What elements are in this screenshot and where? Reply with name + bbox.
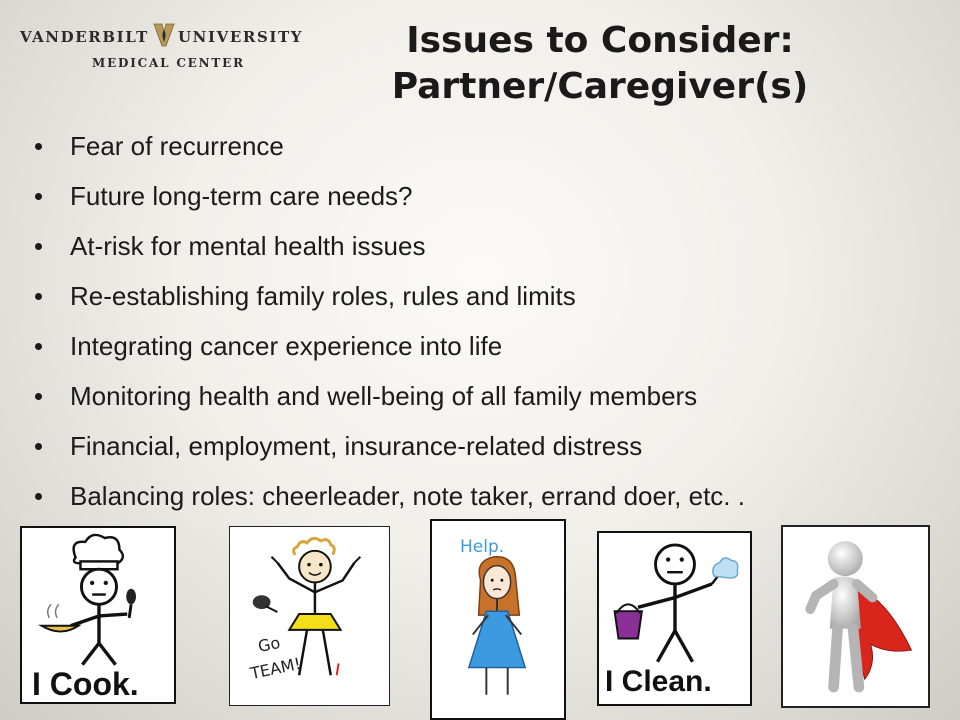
- bullet-dot-icon: [35, 443, 42, 450]
- help-caption: Help.: [460, 537, 505, 557]
- superhero-image: [781, 525, 930, 708]
- bullet-item: Re-establishing family roles, rules and limits: [30, 278, 745, 328]
- bullet-item: Fear of recurrence: [30, 128, 745, 178]
- title-line1: Issues to Consider:: [406, 20, 794, 61]
- slide-title: [360, 18, 840, 110]
- bullet-dot-icon: [35, 143, 42, 150]
- clean-image: [597, 531, 752, 706]
- bullet-item: Financial, employment, insurance-related distress: [30, 428, 745, 478]
- title-line2: Partner/Caregiver(s): [391, 66, 809, 107]
- bullet-item: Monitoring health and well-being of all family members: [30, 378, 745, 428]
- cook-caption: I Cook.: [32, 666, 139, 702]
- cook-image: [20, 526, 176, 704]
- bullet-item: Integrating cancer experience into life: [30, 328, 745, 378]
- bullet-dot-icon: [35, 393, 42, 400]
- vanderbilt-logo: [20, 22, 304, 77]
- bullet-dot-icon: [35, 243, 42, 250]
- bullet-item: At-risk for mental health issues: [30, 228, 745, 278]
- help-image: [430, 519, 566, 720]
- bullet-dot-icon: [35, 293, 42, 300]
- cheer-caption-go: Go: [256, 632, 282, 657]
- cheer-caption-team: TEAM!: [248, 653, 303, 684]
- cheerleader-image: [229, 526, 390, 706]
- logo-name-part1: VANDERBILT: [20, 28, 149, 46]
- bullet-list: [30, 128, 745, 528]
- logo-subline: MEDICAL CENTER: [92, 56, 245, 70]
- bullet-dot-icon: [35, 343, 42, 350]
- clean-caption: I Clean.: [605, 665, 712, 698]
- bullet-item: Balancing roles: cheerleader, note taker, errand doer, etc. .: [30, 478, 745, 528]
- oak-leaf-v-icon: [152, 22, 176, 48]
- bullet-item: Future long-term care needs?: [30, 178, 745, 228]
- superhero-figure-icon: [783, 527, 928, 706]
- logo-name-part2: UNIVERSITY: [178, 28, 304, 46]
- bullet-dot-icon: [35, 193, 42, 200]
- bullet-dot-icon: [35, 493, 42, 500]
